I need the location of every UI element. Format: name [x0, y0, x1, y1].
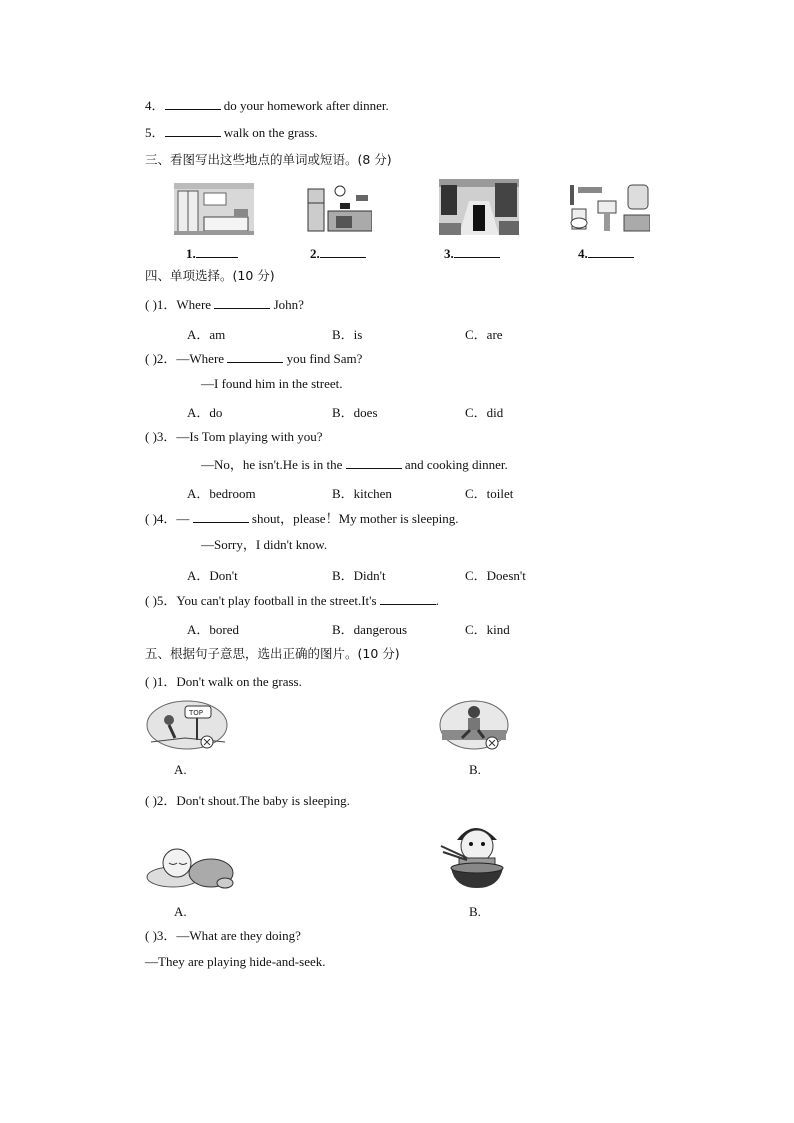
- option[interactable]: A．do: [187, 405, 223, 420]
- answer-blank[interactable]: [346, 456, 402, 469]
- choice-a-label: A.: [174, 904, 187, 919]
- mc-question-3: ( )3．—Is Tom playing with you?: [145, 429, 323, 444]
- picture-question-3: ( )3．—What are they doing?: [145, 928, 301, 943]
- pic3-caption: 3.: [444, 245, 500, 262]
- option[interactable]: A．bored: [187, 622, 239, 637]
- choice-a-label: A.: [174, 762, 187, 777]
- option[interactable]: A．Don't: [187, 568, 238, 583]
- boy-eating-noodles-icon[interactable]: [437, 818, 513, 892]
- option[interactable]: C．kind: [465, 622, 510, 637]
- kitchen-picture: [306, 185, 372, 233]
- answer-blank[interactable]: [380, 592, 436, 605]
- answer-blank[interactable]: [165, 97, 221, 110]
- answer-blank[interactable]: [165, 124, 221, 137]
- option[interactable]: A．am: [187, 327, 226, 342]
- living-room-picture: [439, 179, 519, 235]
- dialog-line: —They are playing hide-and-seek.: [145, 954, 326, 969]
- no-running-sign-icon[interactable]: [438, 700, 510, 750]
- option[interactable]: B．dangerous: [332, 622, 408, 637]
- option[interactable]: C．Doesn't: [465, 568, 526, 583]
- option[interactable]: B．is: [332, 327, 363, 342]
- answer-blank[interactable]: [454, 245, 500, 258]
- dialog-line: —I found him in the street.: [201, 376, 343, 391]
- pic2-caption: 2.: [310, 245, 366, 262]
- answer-blank[interactable]: [193, 510, 249, 523]
- mc-question-5: ( )5．You can't play football in the street.It's .: [145, 593, 440, 608]
- pic4-caption: 4.: [578, 245, 634, 262]
- mc-question-1: ( )1．Where John?: [145, 297, 304, 312]
- option[interactable]: C．are: [465, 327, 503, 342]
- no-walking-on-grass-sign-icon[interactable]: [145, 700, 229, 750]
- answer-blank[interactable]: [214, 296, 270, 309]
- q5-line: 5． walk on the grass.: [145, 125, 318, 140]
- dialog-line: —Sorry，I didn't know.: [201, 537, 328, 552]
- answer-blank[interactable]: [588, 245, 634, 258]
- mc-question-2: ( )2．—Where you find Sam?: [145, 351, 363, 366]
- dialog-line: —No，he isn't.He is in the and cooking dinner.: [201, 457, 508, 472]
- bedroom-picture: [174, 183, 254, 235]
- section5-title: 五、根据句子意思，选出正确的图片。(10 分): [145, 646, 400, 661]
- choice-b-label: B.: [469, 904, 481, 919]
- option[interactable]: B．does: [332, 405, 378, 420]
- option[interactable]: C．toilet: [465, 486, 514, 501]
- sleeping-baby-icon[interactable]: [145, 845, 235, 891]
- q4-line: 4． do your homework after dinner.: [145, 98, 389, 113]
- bathroom-picture: [568, 183, 650, 235]
- answer-blank[interactable]: [227, 350, 283, 363]
- picture-question-1: ( )1．Don't walk on the grass.: [145, 674, 302, 689]
- option[interactable]: A．bedroom: [187, 486, 256, 501]
- option[interactable]: C．did: [465, 405, 504, 420]
- answer-blank[interactable]: [196, 245, 238, 258]
- option[interactable]: B．kitchen: [332, 486, 392, 501]
- picture-question-2: ( )2．Don't shout.The baby is sleeping.: [145, 793, 350, 808]
- svg-text:TOP: TOP: [189, 709, 204, 717]
- choice-b-label: B.: [469, 762, 481, 777]
- option[interactable]: B．Didn't: [332, 568, 386, 583]
- pic1-caption: 1.: [186, 245, 238, 262]
- mc-question-4: ( )4．— shout，please！My mother is sleeping.: [145, 511, 459, 526]
- section3-title: 三、看图写出这些地点的单词或短语。(8 分): [145, 152, 392, 167]
- section4-title: 四、单项选择。(10 分): [145, 268, 275, 283]
- answer-blank[interactable]: [320, 245, 366, 258]
